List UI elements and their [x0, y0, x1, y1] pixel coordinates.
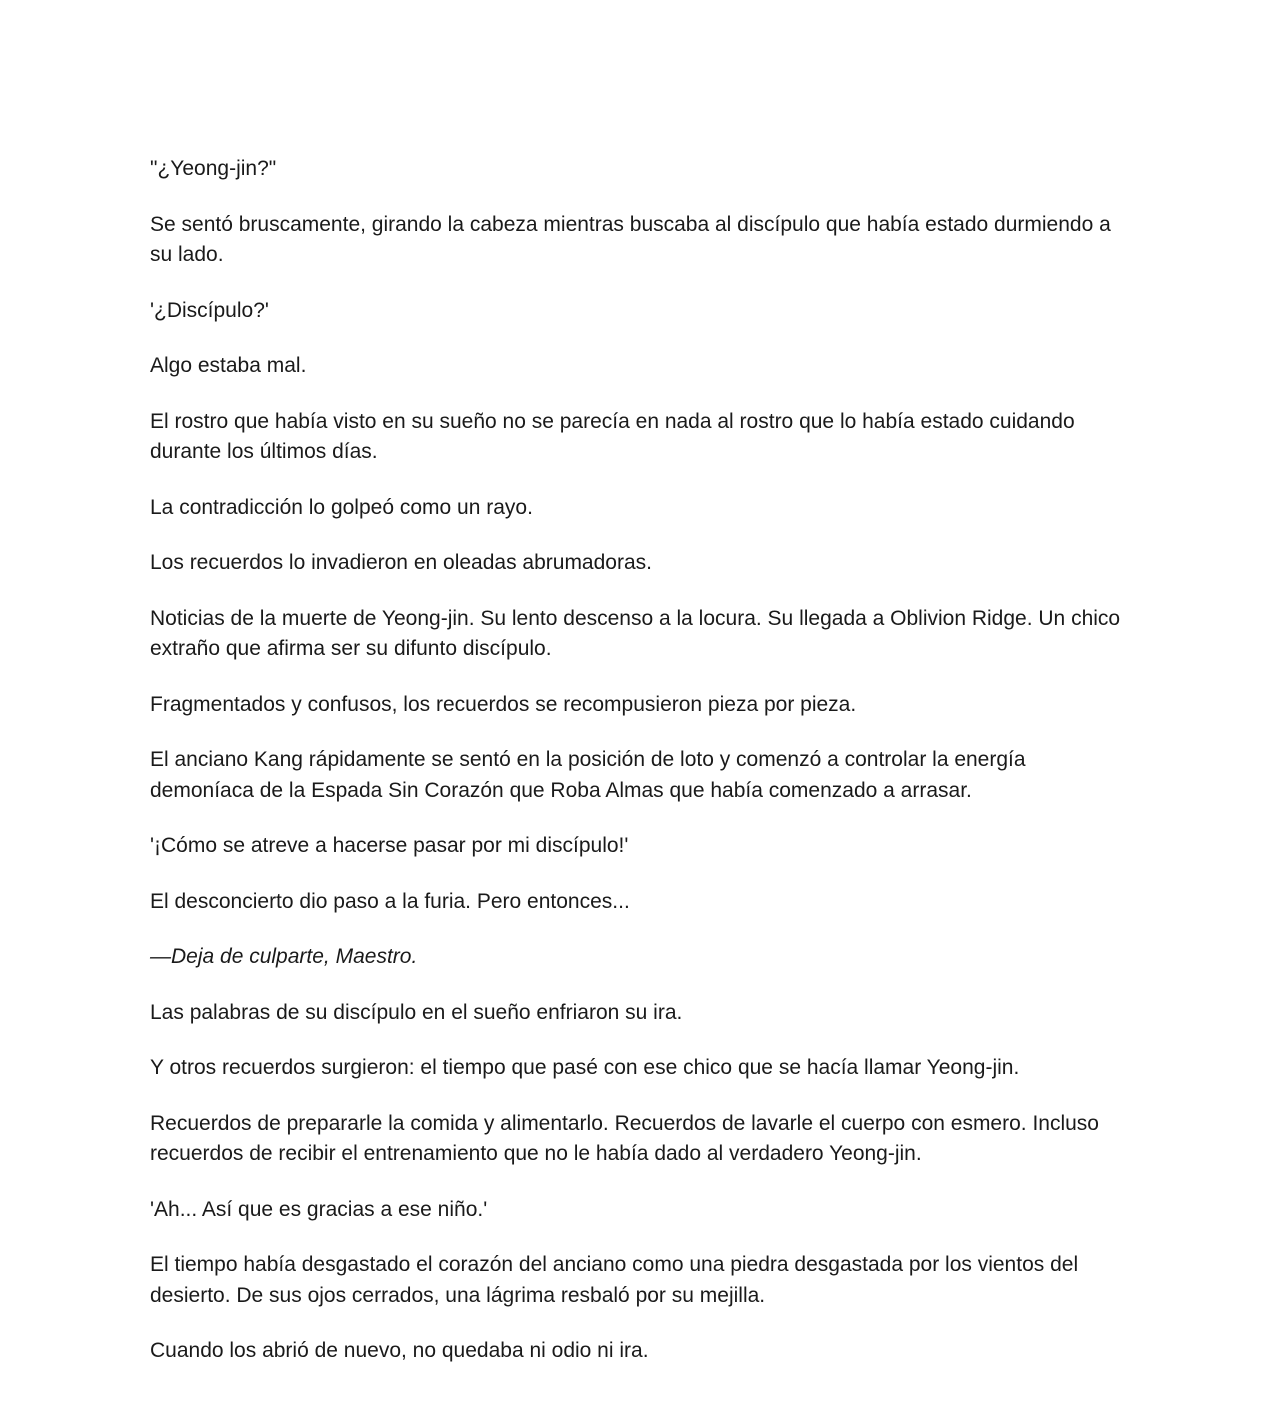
paragraph: La contradicción lo golpeó como un rayo. — [150, 495, 533, 519]
paragraph: Y otros recuerdos surgieron: el tiempo que pasé con ese chico que se hacía llamar Yeong-jin. — [150, 1056, 1020, 1079]
paragraph: "¿Yeong-jin?" — [150, 157, 277, 180]
paragraph: Cuando los abrió de nuevo, no quedaba ni odio ni ira. — [150, 1339, 649, 1362]
paragraph: El anciano Kang rápidamente se sentó en la posición de loto y comenzó a controlar la energía demoníaca de la Espada Sin Corazón que Roba Almas que había comenzado a arrasar. — [150, 748, 1026, 802]
paragraph: '¿Discípulo?' — [150, 298, 269, 322]
paragraph: El desconcierto dio paso a la furia. Pero entonces... — [150, 889, 630, 913]
paragraph: Algo estaba mal. — [150, 354, 307, 377]
paragraph: 'Ah... Así que es gracias a ese niño.' — [150, 1197, 488, 1221]
paragraph: El tiempo había desgastado el corazón del anciano como una piedra desgastada por los vientos del desierto. De sus ojos cerrados, una lágrima resbaló por su mejilla. — [150, 1253, 1079, 1307]
document-body — [150, 154, 1125, 1392]
paragraph: Las palabras de su discípulo en el sueño enfriaron su ira. — [150, 1000, 683, 1024]
italic-paragraph: —Deja de culparte, Maestro. — [150, 945, 418, 968]
paragraph: Los recuerdos lo invadieron en oleadas abrumadoras. — [150, 551, 652, 574]
paragraph: Se sentó bruscamente, girando la cabeza mientras buscaba al discípulo que había estado durmiendo a su lado. — [150, 212, 1111, 266]
paragraph: Recuerdos de prepararle la comida y alimentarlo. Recuerdos de lavarle el cuerpo con esmero. Incluso recuerdos de recibir el entrenamiento que no le había dado al verdadero Yeong-jin. — [150, 1111, 1099, 1165]
paragraph: Fragmentados y confusos, los recuerdos se recompusieron pieza por pieza. — [150, 692, 857, 716]
paragraph: '¡Cómo se atreve a hacerse pasar por mi discípulo!' — [150, 834, 629, 857]
paragraph: Noticias de la muerte de Yeong-jin. Su lento descenso a la locura. Su llegada a Oblivion Ridge. Un chico extraño que afirma ser su difunto discípulo. — [150, 606, 1121, 660]
paragraph: El rostro que había visto en su sueño no se parecía en nada al rostro que lo había estado cuidando durante los últimos días. — [150, 409, 1075, 463]
